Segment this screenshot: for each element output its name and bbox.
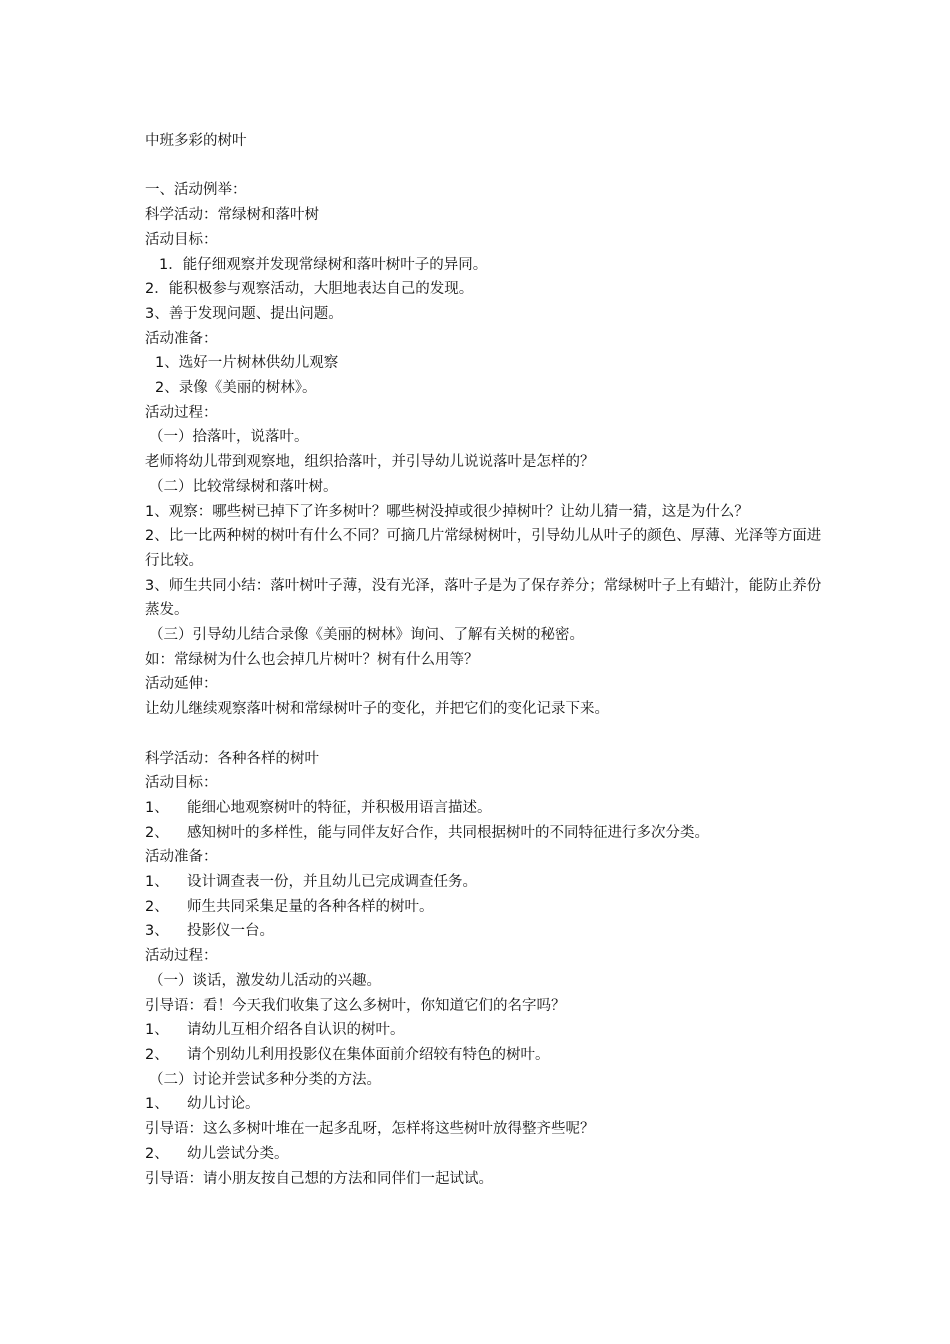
activity-1-ext-label: 活动延伸： bbox=[145, 676, 218, 693]
item-number: 2、 bbox=[145, 824, 169, 841]
activity-2-goal bbox=[145, 821, 825, 846]
document-title: 中班多彩的树叶 bbox=[145, 133, 247, 149]
item-number: 2、 bbox=[145, 1145, 169, 1162]
activity-2-step-text: 引导语：请小朋友按自己想的方法和同伴们一起试试。 bbox=[145, 1170, 493, 1187]
item-text: 师生共同采集足量的各种各样的树叶。 bbox=[187, 898, 434, 915]
activity-1-ext-text: 让幼儿继续观察落叶树和常绿树叶子的变化，并把它们的变化记录下来。 bbox=[145, 701, 609, 718]
item-text: 请个别幼儿利用投影仪在集体面前介绍较有特色的树叶。 bbox=[187, 1046, 550, 1063]
activity-2-prep-item bbox=[145, 870, 825, 895]
activity-1-prep-item: 2、录像《美丽的树林》。 bbox=[155, 380, 317, 397]
activity-1-step-heading: （二）比较常绿树和落叶树。 bbox=[149, 478, 338, 495]
item-text: 幼儿尝试分类。 bbox=[187, 1145, 289, 1162]
item-number: 1、 bbox=[145, 799, 169, 816]
activity-2-goals-label: 活动目标： bbox=[145, 775, 218, 792]
activity-1-step-item: 3、师生共同小结：落叶树叶子薄，没有光泽，落叶子是为了保存养分；常绿树叶子上有蜡汁，能防止养份蒸发。 bbox=[145, 577, 822, 619]
item-text: 能细心地观察树叶的特征，并积极用语言描述。 bbox=[187, 799, 492, 816]
item-text: 感知树叶的多样性，能与同伴友好合作，共同根据树叶的不同特征进行多次分类。 bbox=[187, 824, 709, 841]
activity-2-step-item bbox=[145, 1142, 825, 1167]
activity-1-goals-label: 活动目标： bbox=[145, 231, 218, 248]
activity-1-step-text: 老师将幼儿带到观察地，组织拾落叶，并引导幼儿说说落叶是怎样的？ bbox=[145, 454, 595, 471]
activity-1-goal: 2．能积极参与观察活动，大胆地表达自己的发现。 bbox=[145, 281, 474, 298]
activity-1-step-heading: （一）拾落叶，说落叶。 bbox=[149, 429, 309, 446]
activity-1-process-label: 活动过程： bbox=[145, 404, 218, 421]
activity-2-name: 科学活动：各种各样的树叶 bbox=[145, 750, 319, 767]
item-number: 3、 bbox=[145, 923, 169, 940]
document-body bbox=[145, 129, 825, 1191]
section-heading: 一、活动例举： bbox=[145, 182, 247, 199]
activity-2-step-item bbox=[145, 1018, 825, 1043]
item-number: 1、 bbox=[145, 1022, 169, 1039]
item-number: 1、 bbox=[145, 874, 169, 891]
activity-1-step-item: 2、比一比两种树的树叶有什么不同？可摘几片常绿树树叶，引导幼儿从叶子的颜色、厚薄、光泽等方面进行比较。 bbox=[145, 528, 822, 569]
activity-2-goal bbox=[145, 796, 825, 821]
item-number: 2、 bbox=[145, 898, 169, 915]
activity-2-step-text: 引导语：看！今天我们收集了这么多树叶，你知道它们的名字吗？ bbox=[145, 997, 566, 1014]
activity-2-step-heading: （二）讨论并尝试多种分类的方法。 bbox=[149, 1071, 381, 1088]
item-text: 设计调查表一份，并且幼儿已完成调查任务。 bbox=[187, 874, 477, 891]
activity-2-step-item bbox=[145, 1043, 825, 1068]
activity-2-process-label: 活动过程： bbox=[145, 948, 218, 965]
paragraph-gap bbox=[145, 722, 825, 747]
activity-2-step-text: 引导语：这么多树叶堆在一起多乱呀，怎样将这些树叶放得整齐些呢？ bbox=[145, 1121, 595, 1138]
activity-1-goal: 1．能仔细观察并发现常绿树和落叶树叶子的异同。 bbox=[159, 256, 488, 273]
activity-1-goal: 3、善于发现问题、提出问题。 bbox=[145, 305, 343, 322]
activity-1-prep-item: 1、选好一片树林供幼儿观察 bbox=[155, 355, 339, 372]
item-text: 投影仪一台。 bbox=[187, 923, 274, 940]
item-text: 幼儿讨论。 bbox=[187, 1096, 260, 1113]
activity-1-step-item: 1、观察：哪些树已掉下了许多树叶？哪些树没掉或很少掉树叶？让幼儿猜一猜，这是为什么？ bbox=[145, 503, 749, 520]
activity-1-name: 科学活动：常绿树和落叶树 bbox=[145, 207, 319, 224]
activity-1-step-text: 如：常绿树为什么也会掉几片树叶？树有什么用等？ bbox=[145, 651, 479, 668]
item-number: 1、 bbox=[145, 1096, 169, 1113]
activity-2-step-heading: （一）谈话，激发幼儿活动的兴趣。 bbox=[149, 972, 381, 989]
item-number: 2、 bbox=[145, 1046, 169, 1063]
activity-2-step-item bbox=[145, 1092, 825, 1117]
activity-1-step-heading: （三）引导幼儿结合录像《美丽的树林》询问、了解有关树的秘密。 bbox=[149, 627, 584, 644]
activity-2-prep-item bbox=[145, 919, 825, 944]
item-text: 请幼儿互相介绍各自认识的树叶。 bbox=[187, 1022, 405, 1039]
activity-2-prep-label: 活动准备： bbox=[145, 849, 218, 866]
activity-1-prep-label: 活动准备： bbox=[145, 330, 218, 347]
activity-2-prep-item bbox=[145, 895, 825, 920]
